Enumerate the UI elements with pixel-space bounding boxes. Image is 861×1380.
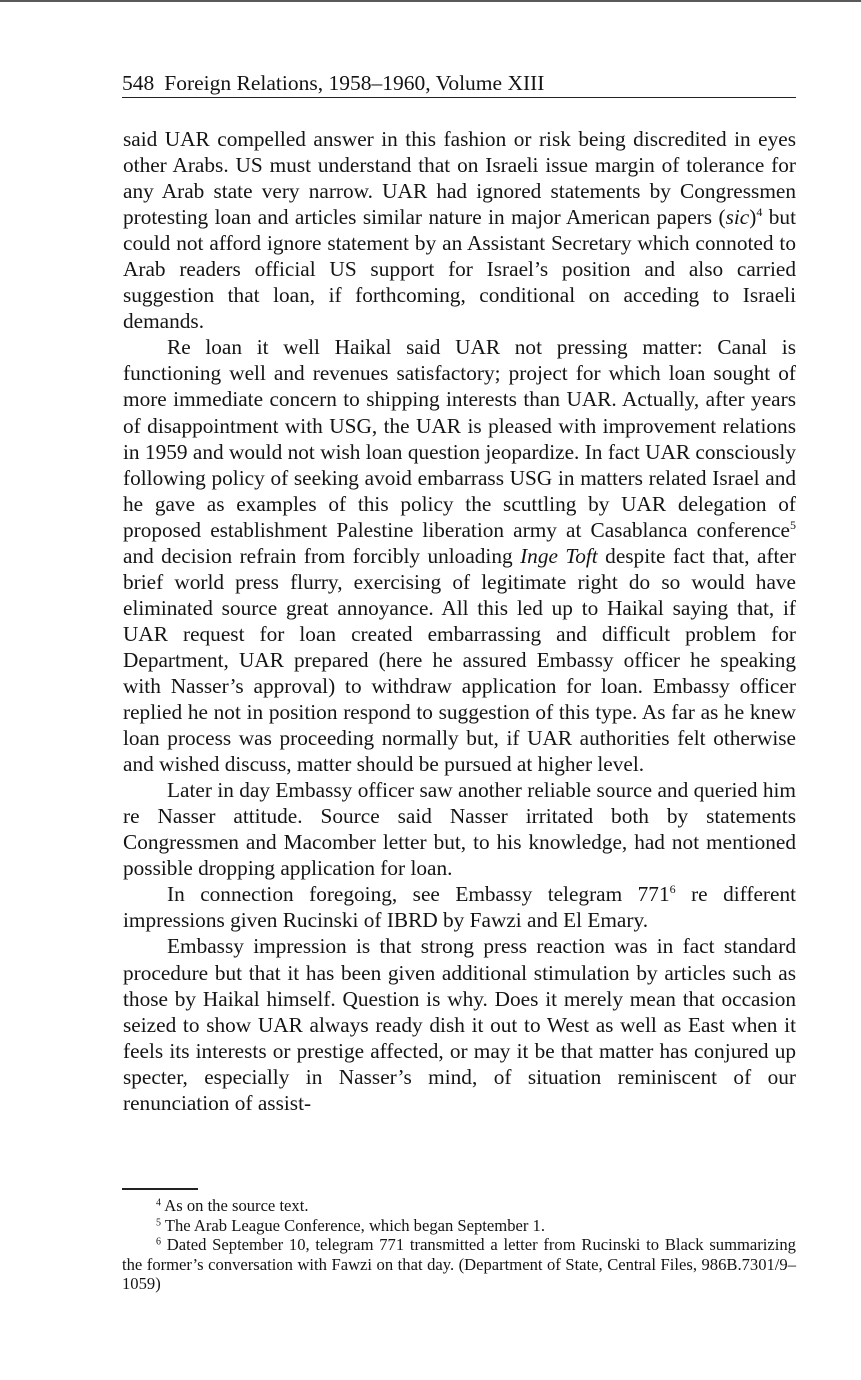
footnotes [122, 1196, 796, 1294]
text-run: re different impressions given Rucinski of IBRD by Fawzi and El Emary. [123, 882, 797, 933]
running-title: Foreign Relations, 1958–1960, Volume XIII [164, 71, 545, 95]
running-header [122, 70, 796, 98]
footnote-text: As on the source text. [164, 1196, 309, 1215]
text-run: Re loan it well Haikal said UAR not pressing matter: Canal is functioning well and revenues satisfactory; project for which loan sought of more immediate concern to shipping interests than UAR. Actually, after years of disappointment with USG, the UAR is pleased with improvement relations in 1959 and would not wish loan question jeopardize. In fact UAR consciously following policy of seeking avoid embarrass USG in matters related Israel and he gave as examples of this policy the scuttling by UAR delegation of proposed establishment Palestine liberation army at Casablanca conference [123, 335, 796, 542]
footnote-mark: 4 [156, 1197, 161, 1209]
body-paragraph [123, 126, 796, 334]
main-text [123, 126, 796, 1116]
footnote [122, 1216, 796, 1236]
body-paragraph [123, 881, 796, 933]
text-run: In connection foregoing, see Embassy telegram 771 [167, 882, 670, 907]
text-run: and decision refrain from forcibly unloading [123, 543, 521, 568]
body-paragraph [123, 777, 796, 881]
text-run: ) [749, 205, 757, 230]
text-run: despite fact that, after brief world press flurry, exercising of legitimate right do so would have eliminated source great annoyance. All this led up to Haikal saying that, if UAR request for loan created embarrassing and difficult problem for Department, UAR prepared (here he assured Embassy officer he speaking with Nasser’s approval) to withdraw application for loan. Embassy officer replied he not in position respond to suggestion of this type. As far as he knew loan process was proceeding normally but, if UAR authorities felt otherwise and wished discuss, matter should be pursued at higher level. [123, 543, 796, 777]
text-run: but could not afford ignore statement by an Assistant Secretary which connoted to Arab readers official US support for Israel’s position and also carried suggestion that loan, if forthcoming, conditional on acceding to Israeli demands. [123, 205, 796, 334]
footnote-reference: 6 [669, 882, 676, 897]
italic-text: Inge Toft [520, 543, 598, 568]
footnote-divider [122, 1188, 198, 1190]
footnote-reference: 5 [790, 517, 796, 532]
footnote-text: Dated September 10, telegram 771 transmitted a letter from Rucinski to Black summarizing the former’s conversation with Fawzi on that day. (Department of State, Central Files, 986B.7301/9–1059) [122, 1235, 796, 1294]
footnote-mark: 6 [156, 1236, 161, 1248]
text-run: Later in day Embassy officer saw another reliable source and queried him re Nasser attitude. Source said Nasser irritated both by statements Congressmen and Macomber letter but, to his knowledge, had not mentioned possible dropping application for loan. [123, 778, 796, 881]
text-run: said UAR compelled answer in this fashion or risk being discredited in eyes other Arabs. US must understand that on Israeli issue margin of tolerance for any Arab state very narrow. UAR had ignored statements by Congressmen protesting loan and articles similar nature in major American papers ( [123, 127, 796, 230]
body-paragraph [123, 933, 796, 1115]
footnote-reference: 4 [756, 205, 763, 220]
text-run: Embassy impression is that strong press reaction was in fact standard procedure but that it has been given additional stimulation by articles such as those by Haikal himself. Question is why. Does it merely mean that occasion seized to show UAR always ready dish it out to West as well as East when it feels its interests or prestige affected, or may it be that matter has conjured up specter, especially in Nasser’s mind, of situation reminiscent of our renunciation of assist- [123, 934, 796, 1115]
page-top-edge [0, 0, 861, 2]
page-number: 548 [122, 71, 155, 95]
footnote-text: The Arab League Conference, which began September 1. [164, 1215, 545, 1235]
footnote [122, 1235, 796, 1294]
footnote-mark: 5 [156, 1217, 161, 1229]
italic-text: sic [725, 205, 750, 230]
footnote [122, 1196, 796, 1216]
body-paragraph [123, 334, 796, 777]
